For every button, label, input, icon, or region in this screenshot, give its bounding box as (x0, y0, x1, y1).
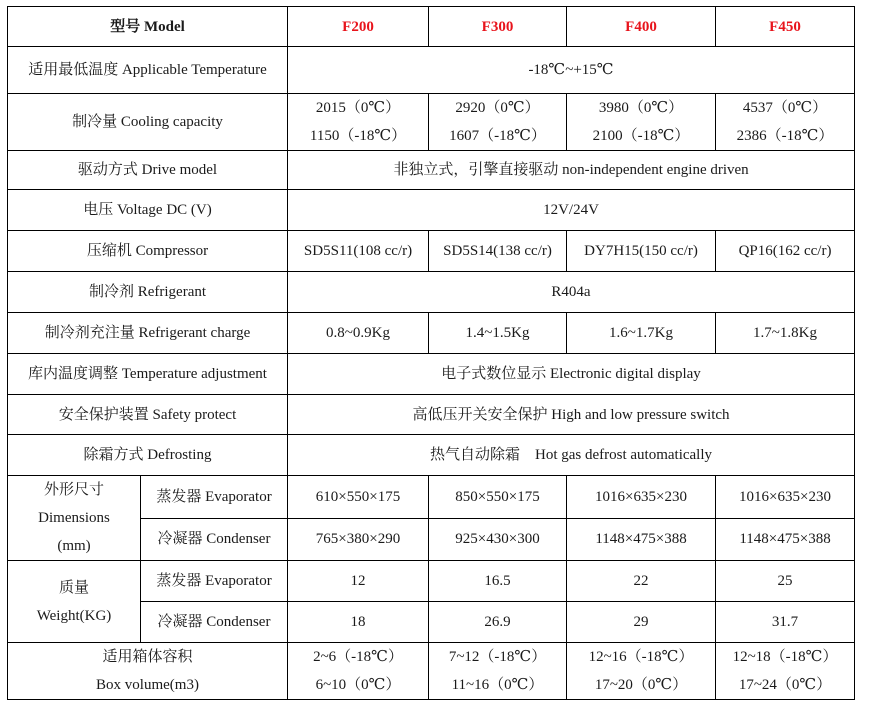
cell-value: 18 (288, 602, 429, 643)
model-f300: F300 (429, 7, 567, 47)
row-label: 制冷剂充注量 Refrigerant charge (8, 313, 288, 354)
row-compressor (8, 231, 855, 272)
cell-value: 2920（0℃） 1607（-18℃） (429, 94, 567, 151)
cell-value: 7~12（-18℃） 11~16（0℃） (429, 643, 567, 700)
row-refrigerant (8, 272, 855, 313)
row-dimensions-evaporator (8, 476, 855, 519)
row-label: 压缩机 Compressor (8, 231, 288, 272)
cell-value: 2~6（-18℃） 6~10（0℃） (288, 643, 429, 700)
cell-value: 29 (567, 602, 716, 643)
cell-value: 1148×475×388 (567, 518, 716, 561)
row-value: 12V/24V (288, 190, 855, 231)
cell-value: 26.9 (429, 602, 567, 643)
row-cooling-capacity (8, 94, 855, 151)
cell-value: 1.6~1.7Kg (567, 313, 716, 354)
cell-value: 0.8~0.9Kg (288, 313, 429, 354)
cell-value: QP16(162 cc/r) (716, 231, 855, 272)
row-value: -18℃~+15℃ (288, 47, 855, 94)
row-applicable-temperature (8, 47, 855, 94)
row-defrosting (8, 435, 855, 476)
cell-value: 1016×635×230 (716, 476, 855, 519)
row-label: 适用箱体容积 Box volume(m3) (8, 643, 288, 700)
row-box-volume (8, 643, 855, 700)
cell-value: 765×380×290 (288, 518, 429, 561)
row-weight-evaporator (8, 561, 855, 602)
row-label: 制冷量 Cooling capacity (8, 94, 288, 151)
sub-label: 蒸发器 Evaporator (141, 476, 288, 519)
row-label: 除霜方式 Defrosting (8, 435, 288, 476)
row-label: 制冷剂 Refrigerant (8, 272, 288, 313)
header-row (8, 7, 855, 47)
row-refrigerant-charge (8, 313, 855, 354)
cell-value: SD5S14(138 cc/r) (429, 231, 567, 272)
cell-value: 31.7 (716, 602, 855, 643)
cell-value: 22 (567, 561, 716, 602)
row-safety-protect (8, 395, 855, 435)
model-f450: F450 (716, 7, 855, 47)
cell-value: 16.5 (429, 561, 567, 602)
sub-label: 蒸发器 Evaporator (141, 561, 288, 602)
row-value: 高低压开关安全保护 High and low pressure switch (288, 395, 855, 435)
cell-value: SD5S11(108 cc/r) (288, 231, 429, 272)
cell-value: 12~18（-18℃） 17~24（0℃） (716, 643, 855, 700)
cell-value: 25 (716, 561, 855, 602)
model-f400: F400 (567, 7, 716, 47)
cell-value: 1016×635×230 (567, 476, 716, 519)
row-value: R404a (288, 272, 855, 313)
row-voltage (8, 190, 855, 231)
sub-label: 冷凝器 Condenser (141, 602, 288, 643)
cell-value: 3980（0℃） 2100（-18℃） (567, 94, 716, 151)
cell-value: 1.4~1.5Kg (429, 313, 567, 354)
cell-value: 1.7~1.8Kg (716, 313, 855, 354)
cell-value: 2015（0℃） 1150（-18℃） (288, 94, 429, 151)
row-label: 电压 Voltage DC (V) (8, 190, 288, 231)
row-value: 热气自动除霜 Hot gas defrost automatically (288, 435, 855, 476)
model-header: 型号 Model (8, 7, 288, 47)
dimensions-label: 外形尺寸 Dimensions (mm) (8, 476, 141, 561)
weight-label: 质量 Weight(KG) (8, 561, 141, 643)
cell-value: 850×550×175 (429, 476, 567, 519)
row-label: 库内温度调整 Temperature adjustment (8, 354, 288, 395)
row-value: 非独立式，引擎直接驱动 non-independent engine driven (288, 151, 855, 190)
row-temperature-adjustment (8, 354, 855, 395)
cell-value: DY7H15(150 cc/r) (567, 231, 716, 272)
row-drive-model (8, 151, 855, 190)
cell-value: 610×550×175 (288, 476, 429, 519)
cell-value: 12~16（-18℃） 17~20（0℃） (567, 643, 716, 700)
row-label: 适用最低温度 Applicable Temperature (8, 47, 288, 94)
row-value: 电子式数位显示 Electronic digital display (288, 354, 855, 395)
cell-value: 12 (288, 561, 429, 602)
cell-value: 925×430×300 (429, 518, 567, 561)
model-f200: F200 (288, 7, 429, 47)
cell-value: 4537（0℃） 2386（-18℃） (716, 94, 855, 151)
cell-value: 1148×475×388 (716, 518, 855, 561)
row-label: 驱动方式 Drive model (8, 151, 288, 190)
row-label: 安全保护装置 Safety protect (8, 395, 288, 435)
sub-label: 冷凝器 Condenser (141, 518, 288, 561)
spec-table (7, 6, 855, 700)
